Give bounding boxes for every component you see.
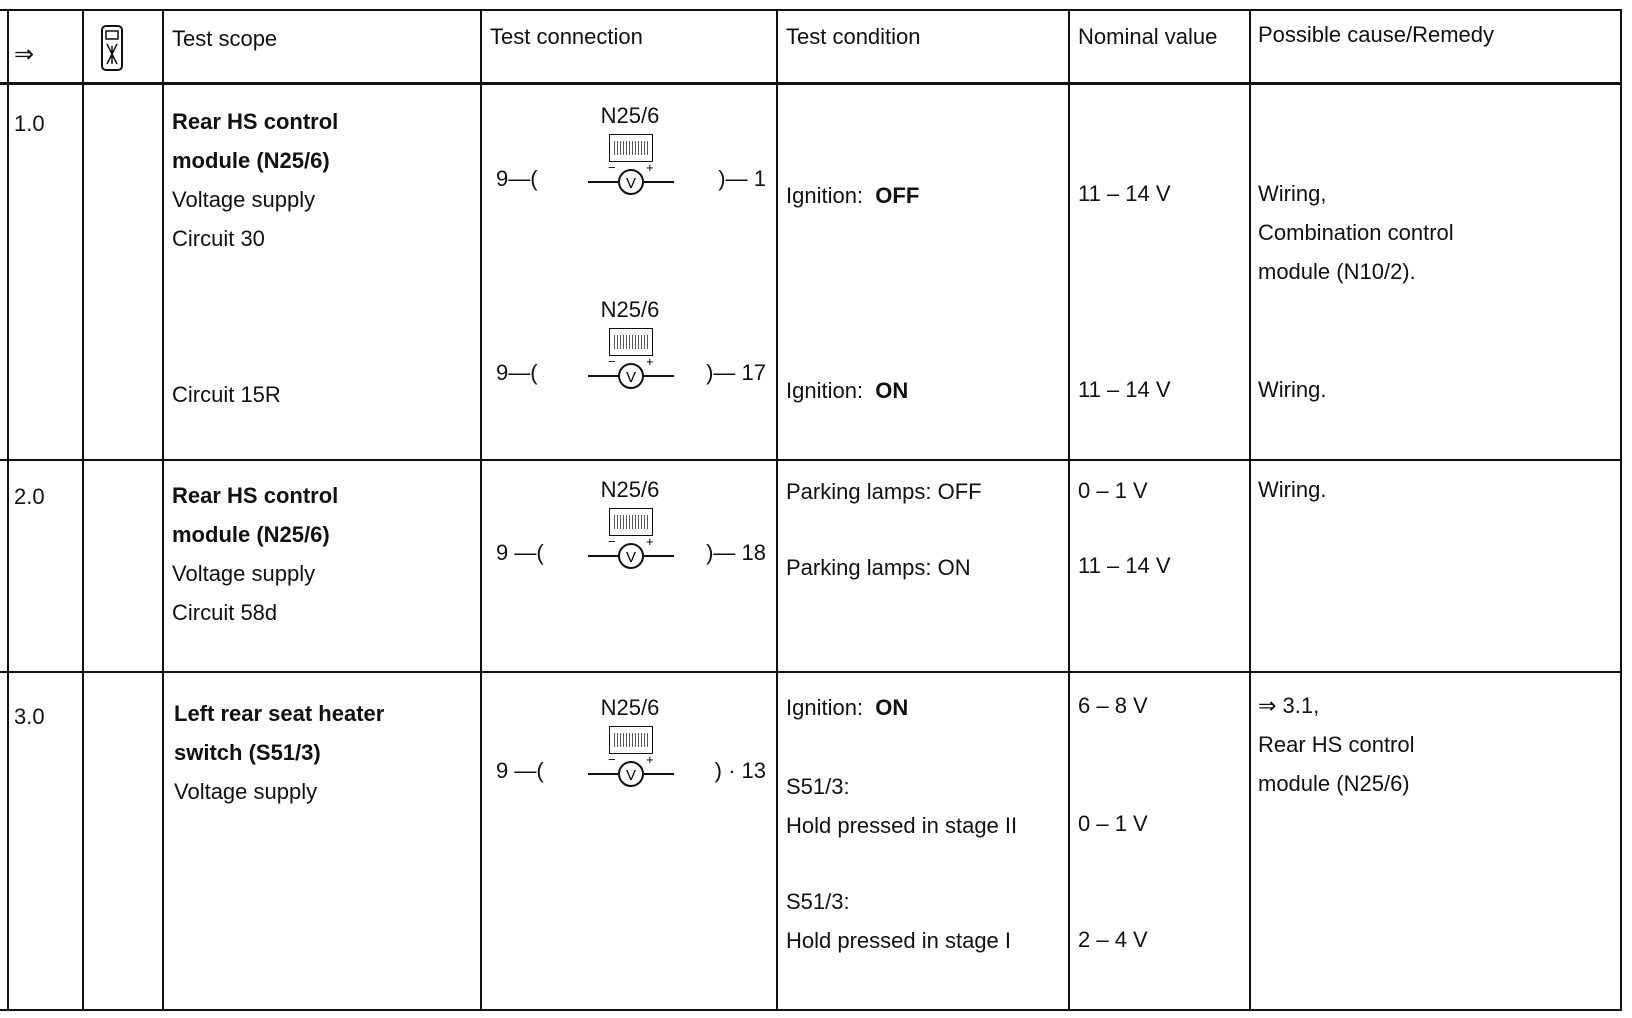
scope-title: module (N25/6): [172, 522, 330, 547]
col-border-left: [7, 9, 9, 1011]
cause-line: Rear HS control: [1258, 732, 1415, 757]
condition-line: S51/3:: [786, 889, 850, 914]
condition-line: Hold pressed in stage II: [786, 813, 1018, 838]
test-condition: [786, 767, 1017, 845]
cause-line: ⇒ 3.1,: [1258, 693, 1320, 718]
row-1-bottom-border: [0, 459, 1622, 461]
test-condition: Ignition: ON: [786, 695, 909, 720]
scope-line: Circuit 30: [172, 226, 265, 251]
test-connection-diagram: [488, 478, 772, 588]
test-condition: Ignition: ON: [786, 378, 909, 403]
nominal-value: 11 – 14 V: [1078, 377, 1171, 402]
cause-line: module (N10/2).: [1258, 259, 1416, 284]
step-number: 1.0: [14, 111, 45, 136]
svg-text:−: −: [608, 354, 616, 369]
pin-right: )— 18: [706, 540, 766, 565]
scope-title: Rear HS control: [172, 483, 339, 508]
col-border-right: [1620, 9, 1622, 1011]
scope-line: Voltage supply: [172, 561, 316, 586]
col-border-2: [162, 9, 164, 1011]
module-label: N25/6: [600, 297, 660, 322]
step-number: 3.0: [14, 704, 45, 729]
test-connection-diagram: [488, 298, 772, 408]
scope-line: Circuit 58d: [172, 600, 278, 625]
nominal-value: 2 – 4 V: [1078, 927, 1148, 952]
pin-left: 9—(: [496, 360, 538, 385]
test-condition: [786, 882, 1011, 960]
scope-title: module (N25/6): [172, 148, 330, 173]
svg-text:+: +: [646, 160, 654, 175]
svg-text:+: +: [646, 534, 654, 549]
svg-text:−: −: [608, 160, 616, 175]
pin-left: 9 —(: [496, 758, 544, 783]
possible-cause-cell: [1258, 686, 1415, 803]
col-border-3: [480, 9, 482, 1011]
test-scope-cell: [174, 694, 384, 811]
header-possible-cause: Possible cause/Remedy: [1258, 22, 1495, 47]
pin-right: )— 17: [706, 360, 766, 385]
scope-line: Voltage supply: [172, 187, 316, 212]
svg-text:−: −: [608, 752, 616, 767]
cause-line: Wiring.: [1258, 377, 1327, 402]
condition-line: Hold pressed in stage I: [786, 928, 1012, 953]
test-condition: Ignition: OFF: [786, 183, 920, 208]
test-condition: Parking lamps: ON: [786, 555, 971, 580]
cause-line: module (N25/6): [1258, 771, 1410, 796]
nominal-value: 0 – 1 V: [1078, 811, 1148, 836]
svg-text:V: V: [625, 549, 637, 566]
svg-text:+: +: [646, 354, 654, 369]
multimeter-icon: [100, 24, 124, 78]
scope-title: Rear HS control: [172, 109, 339, 134]
table-top-border: [0, 9, 1622, 11]
nominal-value: 11 – 14 V: [1078, 553, 1171, 578]
header-test-connection: Test connection: [490, 24, 643, 49]
header-bottom-border: [0, 82, 1622, 85]
scope-line: Voltage supply: [174, 779, 318, 804]
scope-title: Left rear seat heater: [174, 701, 385, 726]
nominal-value: 0 – 1 V: [1078, 478, 1148, 503]
svg-text:+: +: [646, 752, 654, 767]
module-label: N25/6: [600, 477, 660, 502]
pin-left: 9—(: [496, 166, 538, 191]
pin-left: 9 —(: [496, 540, 544, 565]
col-border-5: [1068, 9, 1070, 1011]
test-connection-diagram: [488, 696, 772, 806]
cause-line: Combination control: [1258, 220, 1454, 245]
pin-right: )— 1: [718, 166, 766, 191]
svg-text:−: −: [608, 534, 616, 549]
condition-line: S51/3:: [786, 774, 850, 799]
connector-icon: [609, 508, 653, 536]
cause-line: Wiring.: [1258, 477, 1327, 502]
cause-line: Wiring,: [1258, 181, 1327, 206]
test-scope-cell: [172, 476, 338, 632]
module-label: N25/6: [600, 103, 660, 128]
header-nominal-value: Nominal value: [1078, 24, 1218, 49]
header-test-condition: Test condition: [786, 24, 921, 49]
col-border-6: [1249, 9, 1251, 1011]
possible-cause-cell: [1258, 174, 1454, 291]
module-label: N25/6: [600, 695, 660, 720]
test-scope-cell: [172, 102, 338, 258]
table-bottom-border: [0, 1009, 1622, 1011]
header-test-scope: Test scope: [172, 26, 278, 51]
sub-scope: Circuit 15R: [172, 382, 281, 407]
test-condition: Parking lamps: OFF: [786, 479, 982, 504]
col-border-4: [776, 9, 778, 1011]
svg-text:V: V: [625, 369, 637, 386]
pin-right: ) · 13: [714, 758, 766, 783]
connector-icon: [609, 726, 653, 754]
test-connection-diagram: [488, 104, 772, 214]
double-arrow-right-icon: ⇒: [14, 41, 35, 68]
connector-icon: [609, 328, 653, 356]
row-2-bottom-border: [0, 671, 1622, 673]
col-border-1: [82, 9, 84, 1011]
nominal-value: 11 – 14 V: [1078, 181, 1171, 206]
step-number: 2.0: [14, 484, 45, 509]
scope-title: switch (S51/3): [174, 740, 321, 765]
connector-icon: [609, 134, 653, 162]
svg-text:V: V: [625, 767, 637, 784]
nominal-value: 6 – 8 V: [1078, 693, 1148, 718]
svg-text:V: V: [625, 175, 637, 192]
